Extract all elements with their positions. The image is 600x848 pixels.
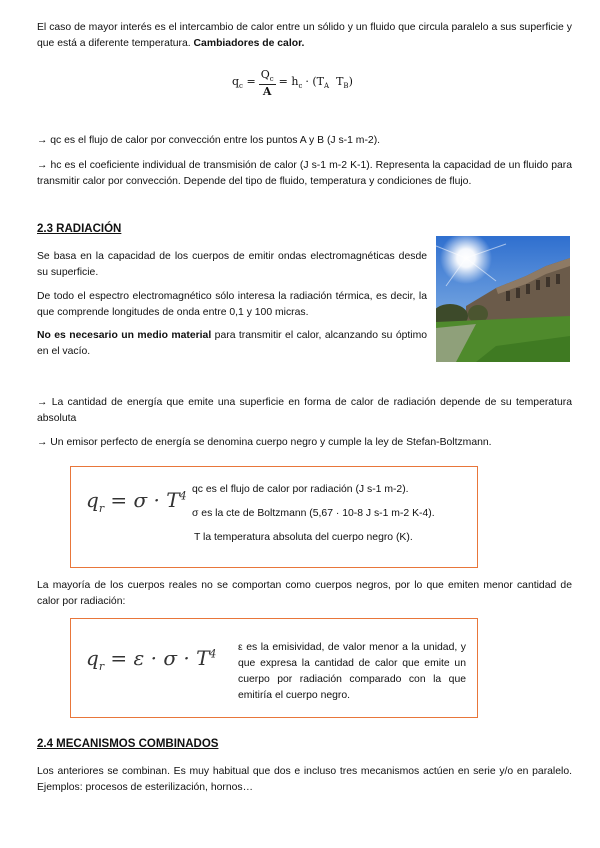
emissivity-description: ε es la emisividad, de valor menor a la unidad, y que expresa la cantidad de calor que emite un cuerpo por radiación comparado con la que emitiría el cuerpo negro. — [238, 642, 466, 701]
emissivity-formula: $q_r = \varepsilon \cdot \sigma \cdot T^4$ — [86, 646, 217, 673]
stefan-boltzmann-formula: $q_r = \sigma \cdot T^4$ — [86, 488, 187, 515]
section-heading-combined: 2.4 MECANISMOS COMBINADOS — [37, 738, 219, 750]
radiation-p3-bold: No es necesario un medio material — [37, 330, 212, 341]
radiation-p2: De todo el espectro electromagnético sólo interesa la radiación térmica, es decir, la que comprende longitudes de onda entre 0,1 y 100 micras. — [37, 291, 427, 318]
eq-rhs: = $h_c$ — [278, 75, 303, 91]
convection-bullet-2: → hc es el coeficiente individual de transmisión de calor (J s-1 m-2 K-1). Representa la capacidad de un fluido para transmitir calor por convección. Depende del tipo de fluido, temperatura y condiciones de flujo. — [37, 160, 572, 187]
convection-bullet-1: → qc es el flujo de calor por convección entre los puntos A y B (J s-1 m-2). — [37, 135, 381, 146]
combined-paragraph: Los anteriores se combinan. Es muy habitual que dos e incluso tres mecanismos actúen en serie y/o en paralelo. Ejemplos: procesos de esterilización, hornos… — [37, 766, 572, 793]
radiation-p3-rest: para transmitir el calor, alcanzando su óptimo en el vacío. — [37, 330, 428, 357]
real-bodies-paragraph: La mayoría de los cuerpos reales no se comportan como cuerpos negros, por lo que emiten menor cantidad de calor por radiación: — [37, 580, 572, 607]
intro-paragraph — [37, 20, 572, 52]
radiation-bullet-1: → La cantidad de energía que emite una superficie en forma de calor de radiación depende de su temperatura absoluta — [37, 397, 572, 424]
sun-building-photo — [436, 236, 570, 362]
convection-equation — [232, 66, 372, 100]
eq-paren: · ($T_A$ $T_B$) — [305, 75, 353, 91]
intro-text: El caso de mayor interés es el intercambio de calor entre un sólido y un fluido que circula paralelo a sus superficie y que está a diferente temperatura. — [37, 22, 572, 49]
eq-fraction: $\frac{Q_c}{A}$ — [260, 68, 274, 98]
box1-line-3: T la temperatura absoluta del cuerpo negro (K). — [194, 532, 413, 543]
intro-bold: Cambiadores de calor. — [193, 38, 305, 49]
box1-line-2: σ es la cte de Boltzmann (5,67 · 10-8 J s-1 m-2 K-4). — [192, 508, 435, 519]
radiation-p1: Se basa en la capacidad de los cuerpos de emitir ondas electromagnéticas desde su superficie. — [37, 251, 427, 278]
box1-line-1: qc es el flujo de calor por radiación (J s-1 m-2). — [192, 484, 409, 495]
eq-lhs: $q_c$ = — [232, 75, 256, 91]
radiation-p3 — [37, 328, 427, 360]
section-heading-radiation: 2.3 RADIACIÓN — [37, 223, 122, 235]
radiation-bullet-2: → Un emisor perfecto de energía se denomina cuerpo negro y cumple la ley de Stefan-Boltzmann. — [37, 437, 492, 448]
